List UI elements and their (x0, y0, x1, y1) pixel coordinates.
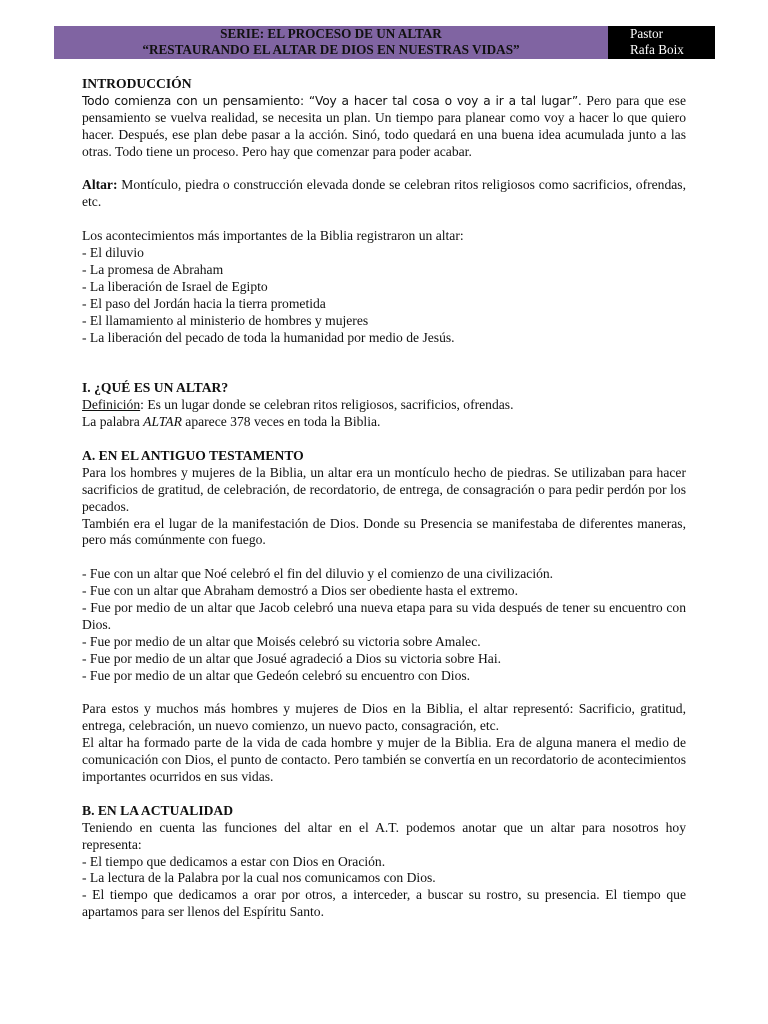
altar-term: Altar: (82, 177, 118, 193)
sectionA-list (82, 566, 686, 684)
author-role: Pastor (630, 26, 663, 41)
list-item: - El paso del Jordán hacia la tierra prometida (82, 295, 326, 311)
sectionB-list (82, 854, 686, 922)
list-item: - Fue por medio de un altar que Gedeón celebró su encuentro con Dios. (82, 667, 471, 683)
title-line: “RESTAURANDO EL ALTAR DE DIOS EN NUESTRAS VIDAS” (142, 42, 520, 57)
sectionB-p1: Teniendo en cuenta las funciones del altar en el A.T. podemos anotar que un altar para nosotros hoy representa: (82, 819, 686, 852)
altar-word: ALTAR (143, 414, 182, 430)
series-line: SERIE: EL PROCESO DE UN ALTAR (220, 26, 442, 41)
sectionA-p1: Para los hombres y mujeres de la Biblia, un altar era un montículo hecho de piedras. Se utilizaban para hacer sacrificios de gratitud, de celebración, de recordatorio, de entrega, de consagración o para pedir perdón por los pecados. (82, 464, 686, 514)
series-title-block (54, 26, 608, 59)
altar-definition-text: Montículo, piedra o construcción elevada donde se celebran ritos religiosos como sacrificios, ofrendas, etc. (82, 177, 686, 210)
list-item: - El tiempo que dedicamos a orar por otros, a interceder, a buscar su rostro, su presencia. El tiempo que apartamos para ser llenos del Espíritu Santo. (82, 887, 686, 920)
definition-text: : Es un lugar donde se celebran ritos religiosos, sacrificios, ofrendas. (140, 397, 514, 413)
intro-paragraph (82, 93, 686, 161)
altar-definition (82, 177, 686, 211)
sectionA-p3: Para estos y muchos más hombres y mujeres de Dios en la Biblia, el altar representó: Sacrificio, gratitud, entrega, celebración, un nuevo comienzo, un nuevo pacto, consagración, etc. (82, 701, 686, 734)
sectionA-p2: También era el lugar de la manifestación de Dios. Donde su Presencia se manifestaba de diferentes maneras, pero más comúnmente con fuego. (82, 515, 686, 548)
document-body (82, 76, 686, 921)
events-list (82, 245, 686, 346)
section1-heading: I. ¿QUÉ ES UN ALTAR? (82, 380, 229, 396)
list-item: - Fue con un altar que Abraham demostró a Dios ser obediente hasta el extremo. (82, 583, 518, 599)
list-item: - La liberación de Israel de Egipto (82, 278, 268, 294)
list-item: - Fue por medio de un altar que Jacob celebró una nueva etapa para su vida después de tener su encuentro con Dios. (82, 600, 686, 632)
sectionA-heading: A. EN EL ANTIGUO TESTAMENTO (82, 447, 304, 463)
list-item: - Fue con un altar que Noé celebró el fin del diluvio y el comienzo de una civilización. (82, 566, 554, 582)
section1-count: La palabra ALTAR aparece 378 veces en toda la Biblia. (82, 414, 381, 430)
list-item: - La lectura de la Palabra por la cual nos comunicamos con Dios. (82, 870, 436, 886)
list-item: - El llamamiento al ministerio de hombres y mujeres (82, 312, 369, 328)
intro-first-sentence: Todo comienza con un pensamiento: “Voy a hacer tal cosa o voy a ir a tal lugar”. (82, 93, 582, 108)
author-block (608, 26, 715, 59)
intro-heading: INTRODUCCIÓN (82, 76, 192, 91)
list-item: - La liberación del pecado de toda la humanidad por medio de Jesús. (82, 329, 455, 345)
section1-definition (82, 397, 686, 414)
document-header (54, 26, 715, 59)
intro-rest: Pero para que ese pensamiento se vuelva realidad, se necesita un plan. Un tiempo para planear como voy a hacer lo que quiero hacer. Después, ese plan debe pasar a la acción. Sinó, todo quedará en una buena idea acumulada junto a las otras. Todo tiene un proceso. Pero hay que comenzar para poder acabar. (82, 92, 686, 159)
author-name: Rafa Boix (630, 42, 684, 57)
sectionA-p4: El altar ha formado parte de la vida de cada hombre y mujer de la Biblia. Era de alguna manera el medio de comunicación con Dios, el punto de contacto. Pero también se convertía en un recordatorio de acontecimientos importantes ocurridos en sus vidas. (82, 735, 686, 785)
list-item: - El diluvio (82, 245, 144, 261)
events-lead: Los acontecimientos más importantes de la Biblia registraron un altar: (82, 228, 464, 244)
sectionB-heading: B. EN LA ACTUALIDAD (82, 802, 234, 818)
list-item: - Fue por medio de un altar que Moisés celebró su victoria sobre Amalec. (82, 633, 481, 649)
list-item: - Fue por medio de un altar que Josué agradeció a Dios su victoria sobre Hai. (82, 650, 502, 666)
list-item: - El tiempo que dedicamos a estar con Dios en Oración. (82, 853, 386, 869)
list-item: - La promesa de Abraham (82, 261, 224, 277)
definition-label: Definición (82, 397, 141, 413)
